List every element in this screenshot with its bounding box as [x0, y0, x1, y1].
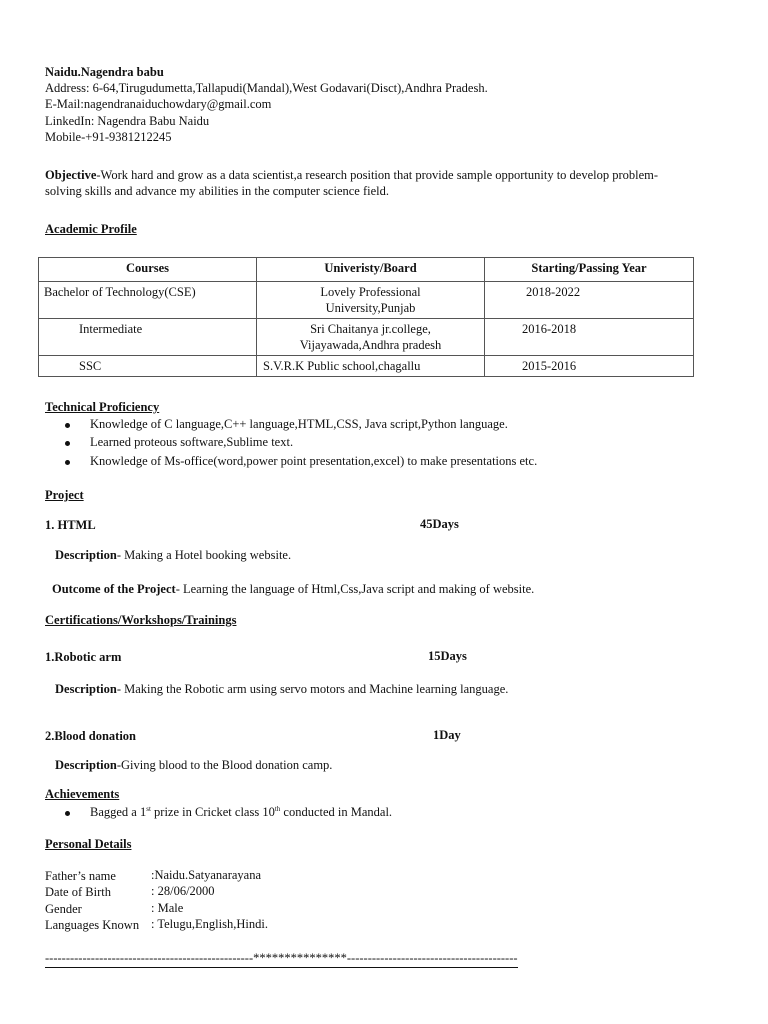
- personal-value: : Male: [151, 901, 184, 915]
- project-description: [55, 548, 291, 563]
- list-item-text: Knowledge of Ms-office(word,power point presentation,excel) to make presentations etc.: [90, 454, 538, 468]
- objective-text-2: solving skills and advance my abilities in the computer science field.: [45, 184, 390, 198]
- list-item: [66, 417, 508, 432]
- footer-divider: --------------------------------------------------***************-----------------------------------------: [45, 951, 518, 968]
- list-item-text: Learned proteous software,Sublime text.: [90, 435, 294, 449]
- objective-label: Objective: [45, 168, 97, 182]
- cert-title: 1.Robotic arm: [45, 650, 122, 664]
- technical-heading: Technical Proficiency: [45, 400, 160, 414]
- achievement-text-b: prize in Cricket class 10: [150, 805, 275, 819]
- project-heading: Project: [45, 488, 84, 502]
- personal-value: : 28/06/2000: [151, 884, 215, 898]
- cell-board: S.V.R.K Public school,chagallu: [257, 356, 485, 377]
- header-university: Univeristy/Board: [257, 258, 485, 282]
- project-outcome-label: Outcome of the Project: [52, 582, 176, 596]
- cell-course: SSC: [39, 356, 257, 377]
- email-line: E-Mail:nagendranaiduchowdary@gmail.com: [45, 97, 272, 111]
- achievements-heading: Achievements: [45, 787, 120, 801]
- personal-label: Languages Known: [45, 918, 140, 932]
- certifications-heading: Certifications/Workshops/Trainings: [45, 613, 237, 627]
- header-courses: Courses: [39, 258, 257, 282]
- personal-heading: Personal Details: [45, 837, 132, 851]
- list-item-text: Knowledge of C language,C++ language,HTML,CSS, Java script,Python language.: [90, 417, 508, 431]
- list-item: [66, 435, 293, 450]
- cell-course: Bachelor of Technology(CSE): [39, 282, 257, 319]
- cert-duration: 15Days: [428, 649, 467, 663]
- project-description-label: Description: [55, 548, 117, 562]
- achievement-sup-b: th: [274, 804, 281, 813]
- project-description-text: - Making a Hotel booking website.: [116, 548, 292, 562]
- address-line: Address: 6-64,Tirugudumetta,Tallapudi(Mandal),West Godavari(Disct),Andhra Pradesh.: [45, 81, 488, 95]
- project-title: 1. HTML: [45, 518, 96, 532]
- candidate-name: Naidu.Nagendra babu: [45, 65, 164, 79]
- mobile-line: Mobile-+91-9381212245: [45, 130, 172, 144]
- project-outcome-text: - Learning the language of Html,Css,Java script and making of website.: [175, 582, 535, 596]
- cert-title: 2.Blood donation: [45, 729, 137, 743]
- academic-header-row: [39, 258, 694, 282]
- project-duration: 45Days: [420, 517, 459, 531]
- achievement-text-a: Bagged a 1: [90, 805, 147, 819]
- cert-description: [55, 758, 332, 773]
- achievement-sup-a: st: [146, 804, 151, 813]
- personal-value: :Naidu.Satyanarayana: [151, 868, 262, 882]
- bullet-icon: [65, 423, 70, 428]
- personal-value: : Telugu,English,Hindi.: [151, 917, 268, 931]
- objective-line-1: [45, 167, 658, 184]
- bullet-icon: [65, 460, 70, 465]
- cert-description-label: Description: [55, 758, 117, 772]
- linkedin-line: LinkedIn: Nagendra Babu Naidu: [45, 114, 210, 128]
- cert-description-text: - Making the Robotic arm using servo motors and Machine learning language.: [116, 682, 509, 696]
- cert-duration: 1Day: [433, 728, 461, 742]
- table-row: [39, 282, 694, 319]
- cert-description-text: -Giving blood to the Blood donation camp.: [116, 758, 333, 772]
- personal-label: Father’s name: [45, 869, 116, 883]
- cell-board: [257, 282, 485, 319]
- personal-label: Date of Birth: [45, 885, 111, 899]
- list-item: [66, 805, 392, 820]
- cell-board-line2: University,Punjab: [325, 301, 416, 315]
- bullet-icon: [65, 441, 70, 446]
- cell-board: [257, 319, 485, 356]
- personal-label: Gender: [45, 902, 82, 916]
- cell-year: 2016-2018: [485, 319, 694, 356]
- cell-year: 2015-2016: [485, 356, 694, 377]
- list-item: [66, 454, 537, 469]
- cell-board-line2: Vijayawada,Andhra pradesh: [299, 338, 442, 352]
- table-row: [39, 319, 694, 356]
- header-year: Starting/Passing Year: [485, 258, 694, 282]
- cell-board-line1: Sri Chaitanya jr.college,: [310, 322, 431, 336]
- cell-board-line1: Lovely Professional: [320, 285, 421, 299]
- bullet-icon: [65, 811, 70, 816]
- cell-course: Intermediate: [39, 319, 257, 356]
- cert-description-label: Description: [55, 682, 117, 696]
- project-outcome: [52, 582, 534, 597]
- academic-table: [38, 257, 694, 377]
- cell-year: 2018-2022: [485, 282, 694, 319]
- academic-heading: Academic Profile: [45, 222, 137, 236]
- cert-description: [55, 682, 508, 697]
- achievement-text-c: conducted in Mandal.: [280, 805, 393, 819]
- objective-text-1: -Work hard and grow as a data scientist,a research position that provide sample opportunity to develop problem-: [96, 168, 659, 182]
- table-row: [39, 356, 694, 377]
- achievement-text: [66, 805, 392, 819]
